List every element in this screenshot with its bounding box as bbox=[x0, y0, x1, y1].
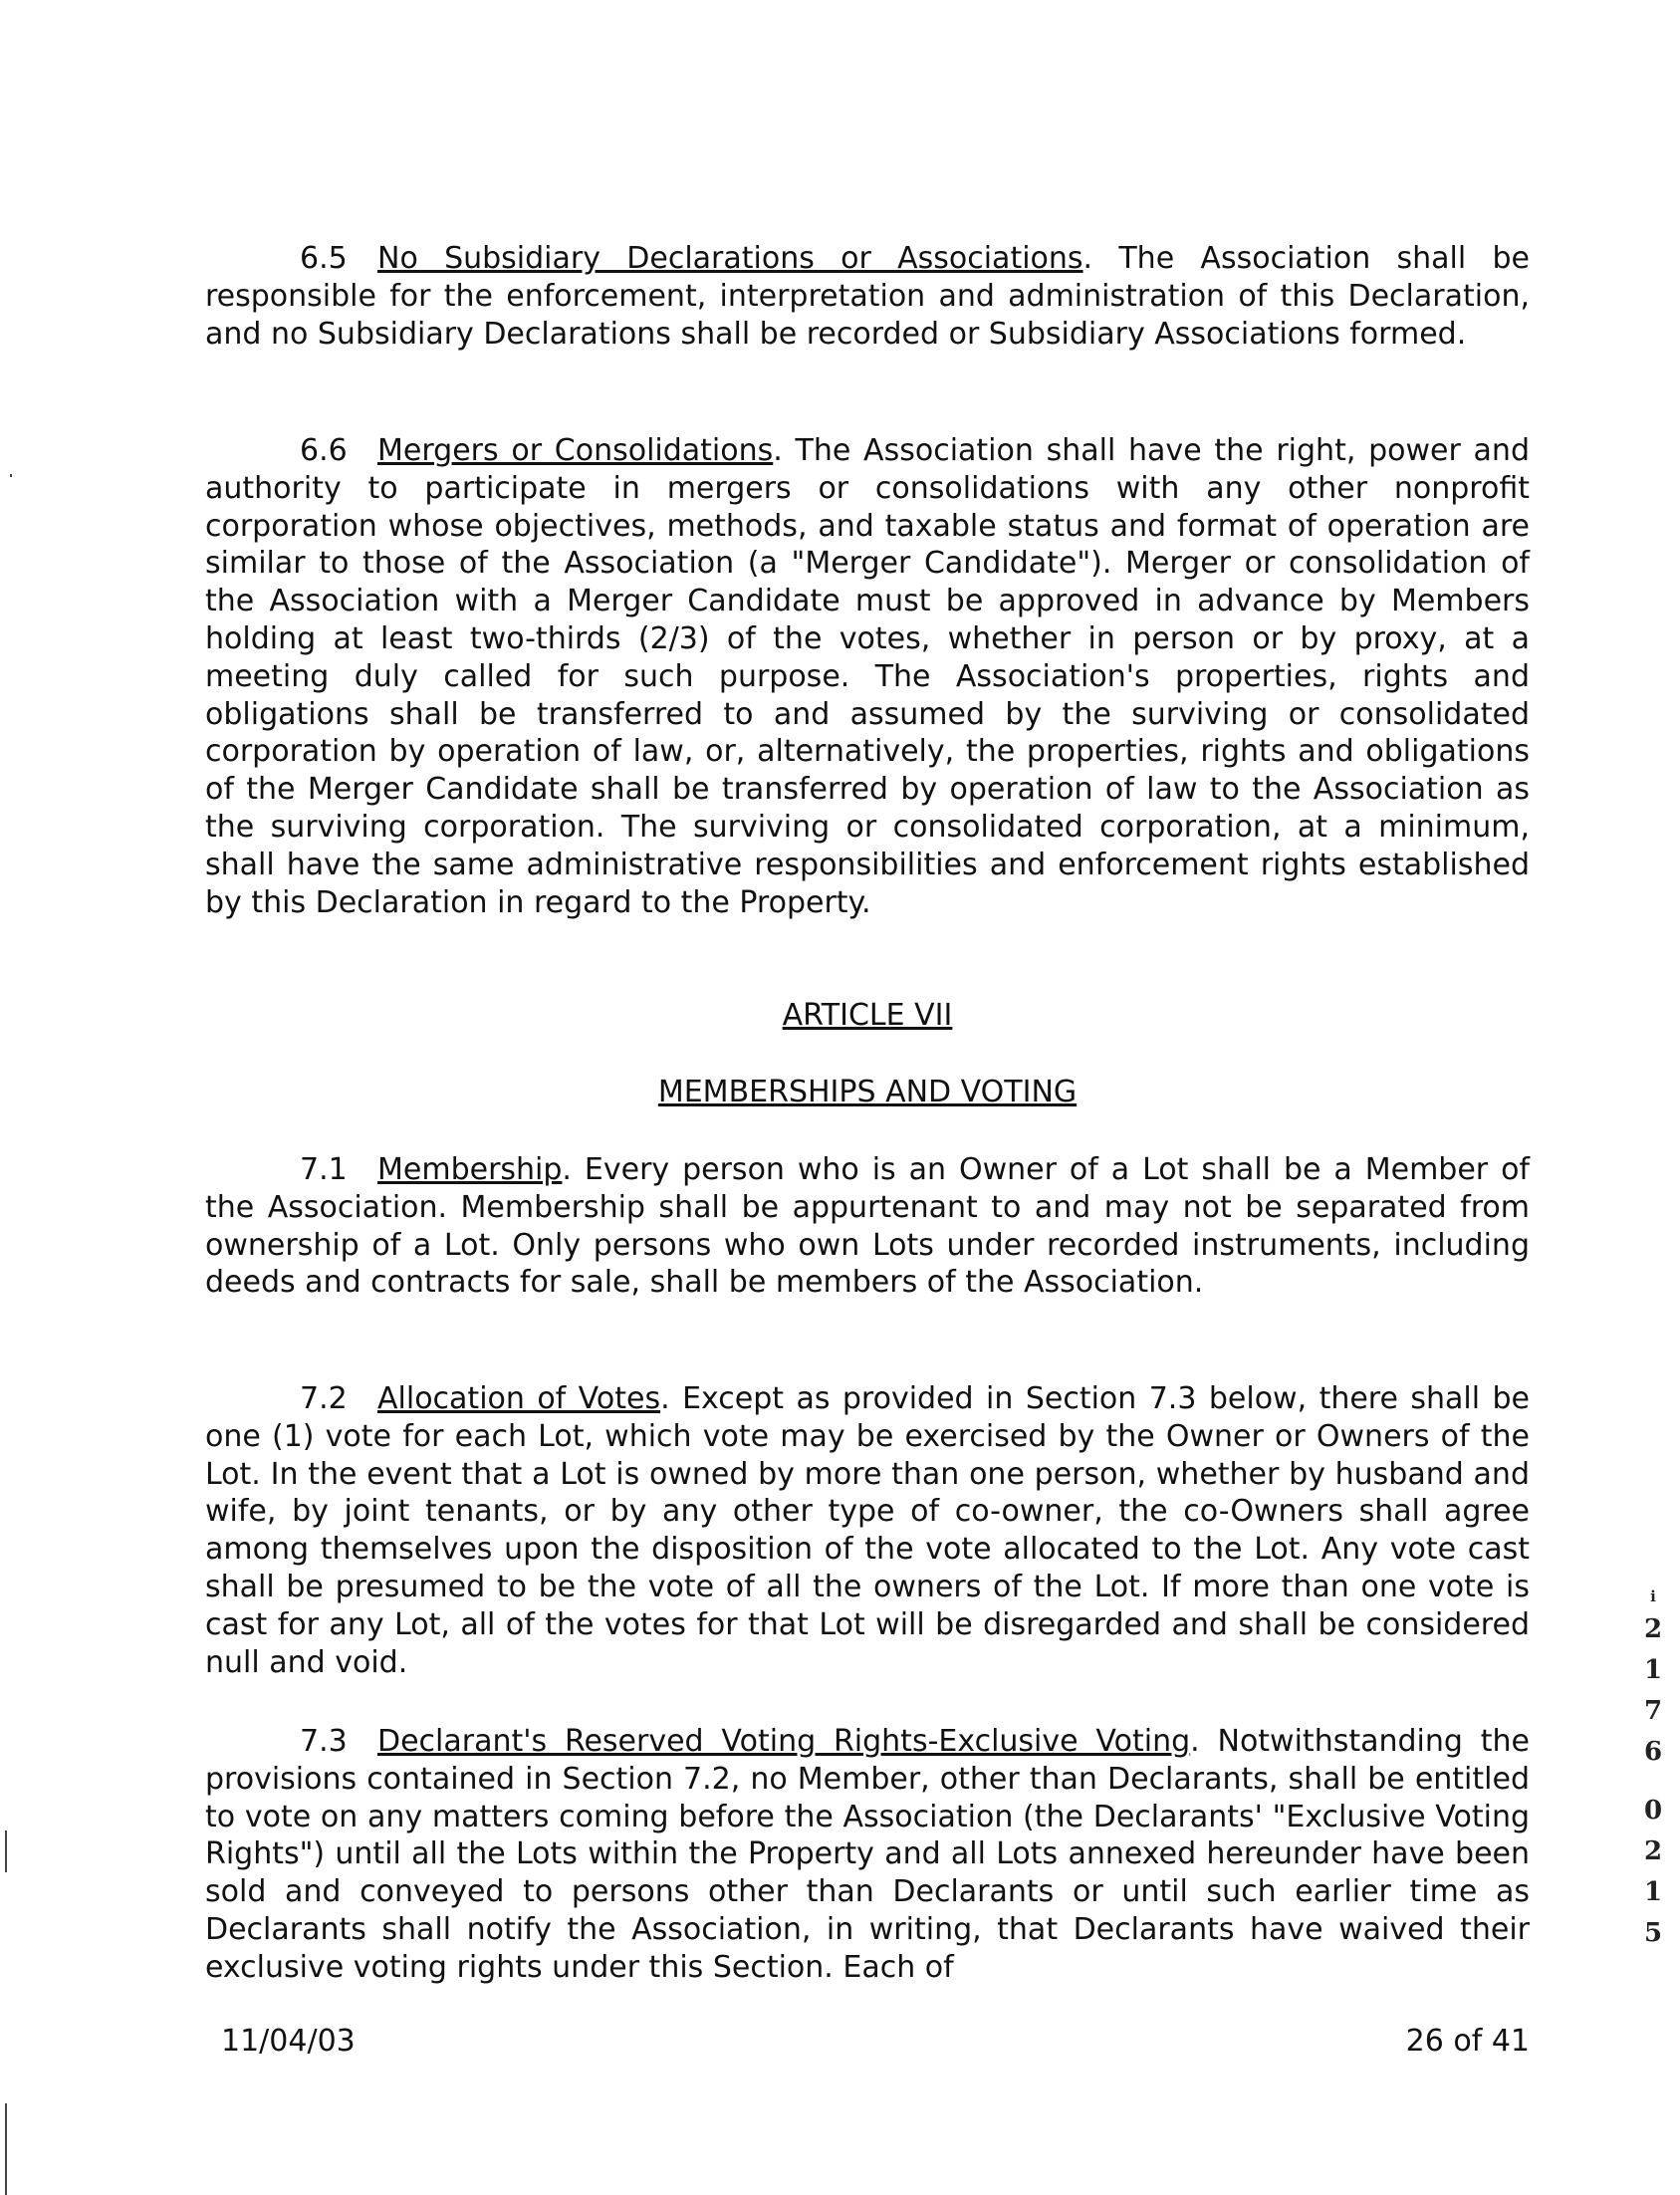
stamp-char: 5 bbox=[1643, 1918, 1663, 1948]
footer-page-number: 26 of 41 bbox=[1405, 2024, 1530, 2059]
scan-artifact bbox=[5, 2103, 7, 2195]
section-number: 6.6 bbox=[300, 433, 348, 468]
section-heading: Declarant's Reserved Voting Rights-Exclusive Voting bbox=[377, 1724, 1191, 1759]
section-body: . The Association shall have the right, power and authority to participate in mergers or consolidations with any other nonprofit corporation whose objectives, methods, and taxable status and format of operation are similar to those of the Association (a "Merger Candidate"). Merger or consolidation of the Association with a Merger Candidate must be approved in advance by Members holding at least two-thirds (2/3) of the votes, whether in person or by proxy, at a meeting duly called for such purpose. The Association's properties, rights and obligations shall be transferred to and assumed by the surviving or consolidated corporation by operation of law, or, alternatively, the properties, rights and obligations of the Merger Candidate shall be transferred by operation of law to the Association as the surviving corporation. The surviving or consolidated corporation, at a minimum, shall have the same administrative responsibilities and enforcement rights established by this Declaration in regard to the Property. bbox=[205, 433, 1530, 920]
footer-date: 11/04/03 bbox=[221, 2024, 356, 2059]
section-heading: Membership bbox=[377, 1152, 563, 1187]
stamp-char: i bbox=[1650, 1587, 1656, 1605]
recording-number-stamp bbox=[1641, 1584, 1665, 1954]
section-7-2 bbox=[205, 1380, 1530, 1681]
section-number: 7.3 bbox=[300, 1724, 348, 1759]
section-body: . The Association shall be responsible for the enforcement, interpretation and administration of this Declaration, and no Subsidiary Declarations shall be recorded or Subsidiary Associations formed. bbox=[205, 241, 1530, 352]
section-number: 6.5 bbox=[300, 241, 348, 276]
section-heading: Allocation of Votes bbox=[377, 1381, 661, 1416]
stamp-char: 1 bbox=[1643, 1877, 1663, 1907]
section-body: . Notwithstanding the provisions contained in Section 7.2, no Member, other than Declarants, shall be entitled to vote on any matters coming before the Association (the Declarants' "Exclusive Voting Rights") until all the Lots within the Property and all Lots annexed hereunder have been sold and conveyed to persons other than Declarants or until such earlier time as Declarants shall notify the Association, in writing, that Declarants have waived their exclusive voting rights under this Section. Each of bbox=[205, 1724, 1530, 1985]
section-heading: No Subsidiary Declarations or Associations bbox=[377, 241, 1083, 276]
section-body: . Every person who is an Owner of a Lot shall be a Member of the Association. Membership shall be appurtenant to and may not be separated from ownership of a Lot. Only persons who own Lots under recorded instruments, including deeds and contracts for sale, shall be members of the Association. bbox=[205, 1152, 1530, 1301]
scan-artifact bbox=[5, 1830, 7, 1872]
stamp-char: 1 bbox=[1643, 1655, 1663, 1685]
section-heading: Mergers or Consolidations bbox=[377, 433, 774, 468]
section-6-5 bbox=[205, 240, 1530, 353]
section-6-6 bbox=[205, 432, 1530, 921]
stamp-char: 7 bbox=[1643, 1696, 1663, 1726]
stamp-char: 2 bbox=[1643, 1614, 1663, 1644]
scan-artifact bbox=[10, 474, 12, 477]
stamp-char: 6 bbox=[1643, 1737, 1663, 1767]
stamp-char: 0 bbox=[1643, 1796, 1663, 1826]
stamp-char: 2 bbox=[1643, 1836, 1663, 1866]
article-title: ARTICLE VII bbox=[782, 998, 953, 1033]
section-7-3 bbox=[205, 1723, 1530, 1987]
section-7-1 bbox=[205, 1151, 1530, 1302]
section-body: . Except as provided in Section 7.3 below, there shall be one (1) vote for each Lot, which vote may be exercised by the Owner or Owners of the Lot. In the event that a Lot is owned by more than one person, whether by husband and wife, by joint tenants, or by any other type of co-owner, the co-Owners shall agree among themselves upon the disposition of the vote allocated to the Lot. Any vote cast shall be presumed to be the vote of all the owners of the Lot. If more than one vote is cast for any Lot, all of the votes for that Lot will be disregarded and shall be considered null and void. bbox=[205, 1381, 1531, 1680]
section-number: 7.1 bbox=[300, 1152, 348, 1187]
article-subtitle: MEMBERSHIPS AND VOTING bbox=[657, 1075, 1078, 1109]
section-number: 7.2 bbox=[300, 1381, 348, 1416]
